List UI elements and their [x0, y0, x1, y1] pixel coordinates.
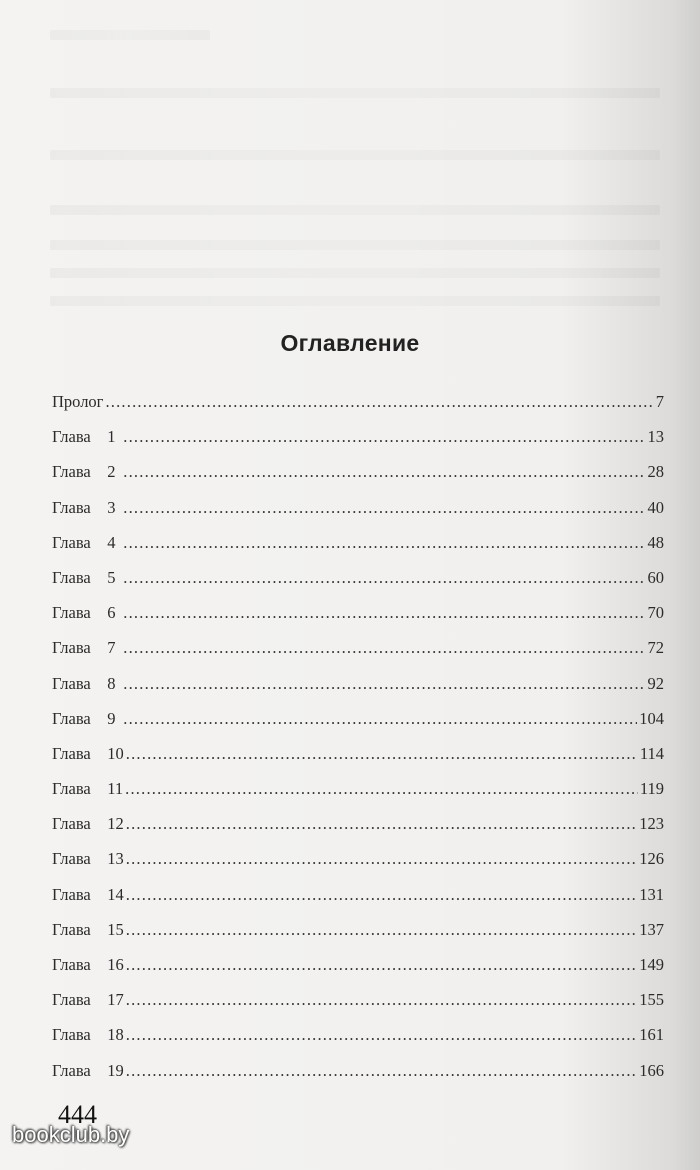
- toc-entry: [52, 1061, 664, 1096]
- toc-entry-label: [52, 498, 121, 518]
- page-number: 444: [58, 1100, 97, 1129]
- toc-entry-label: [52, 427, 121, 447]
- toc-entry-label: [52, 568, 121, 588]
- toc-entry-number: 8: [107, 673, 116, 693]
- toc-leader-dots: [123, 533, 645, 553]
- toc-entry-number: 10: [107, 743, 124, 763]
- toc-entry: [52, 849, 664, 884]
- toc-entry: [52, 603, 664, 638]
- toc-entry-page: 28: [647, 462, 664, 482]
- toc-entry: [52, 1025, 664, 1060]
- toc-entry-word: Глава: [52, 603, 91, 623]
- toc-entry-number: 16: [107, 955, 124, 974]
- toc-entry-page: 114: [639, 743, 664, 763]
- show-through-line: [50, 150, 660, 160]
- toc-leader-dots: [126, 849, 637, 869]
- toc-entry-label: [52, 533, 121, 553]
- toc-entry-number: 11: [107, 779, 124, 799]
- toc-leader-dots: [123, 674, 645, 694]
- show-through-line: [50, 268, 660, 278]
- toc-entry-number: 14: [107, 884, 124, 904]
- toc-entry: [52, 990, 664, 1025]
- toc-entry: [52, 568, 664, 603]
- toc-entry-number: 2: [107, 462, 116, 482]
- toc-entry-word: Глава: [52, 497, 91, 517]
- toc-entry-page: 60: [647, 567, 664, 587]
- toc-entry-page: 137: [639, 919, 664, 939]
- toc-leader-dots: [105, 392, 653, 412]
- toc-entry-number: 13: [107, 849, 124, 869]
- toc-entry-word: Глава: [52, 779, 91, 799]
- toc-entry-word: Глава: [52, 673, 91, 693]
- toc-entry-page: 149: [639, 955, 664, 974]
- toc-entry-word: Глава: [52, 638, 91, 658]
- show-through-line: [50, 88, 660, 98]
- toc-leader-dots: [123, 427, 645, 447]
- toc-leader-dots: [125, 779, 638, 799]
- toc-entry: [52, 638, 664, 673]
- toc-entry-label: [52, 1061, 124, 1081]
- toc-entry: [52, 955, 664, 990]
- toc-entry-word: Глава: [52, 532, 91, 552]
- toc-entry: [52, 533, 664, 568]
- toc-entry-word: Глава: [52, 1060, 91, 1080]
- toc-leader-dots: [126, 814, 637, 834]
- toc-entry-page: 40: [647, 497, 664, 517]
- toc-entry-number: 3: [107, 497, 116, 517]
- toc-entry-word: Глава: [52, 743, 91, 763]
- toc-entry-label: [52, 392, 103, 412]
- toc-entry-number: 1: [107, 427, 116, 447]
- toc-entry: [52, 427, 664, 462]
- toc-entry-word: Глава: [52, 884, 91, 904]
- toc-entry-number: 7: [107, 638, 116, 658]
- toc-entry-label: [52, 674, 121, 694]
- toc-title: Оглавление: [280, 330, 420, 356]
- toc-entry-word: Глава: [52, 814, 91, 834]
- toc-entry: [52, 709, 664, 744]
- toc-entry-page: 7: [655, 392, 664, 411]
- toc-entry: [52, 814, 664, 849]
- toc-entry: [52, 885, 664, 920]
- toc-entry-number: 15: [107, 919, 124, 939]
- toc-entry-label: [52, 709, 121, 729]
- toc-entry-word: Глава: [52, 1025, 91, 1045]
- toc-leader-dots: [126, 955, 637, 975]
- toc-entry-number: 12: [107, 814, 124, 834]
- toc-entry: [52, 462, 664, 497]
- toc-entry-page: 70: [647, 603, 664, 623]
- toc-entry-number: 18: [107, 1025, 124, 1045]
- toc-entry-page: 92: [647, 673, 664, 693]
- toc-entry-word: Глава: [52, 919, 91, 939]
- toc-entry-page: 161: [639, 1025, 664, 1045]
- toc-entry: [52, 498, 664, 533]
- toc-entry: [52, 920, 664, 955]
- toc-entry-page: 155: [639, 990, 664, 1010]
- show-through-line: [50, 205, 660, 215]
- toc-leader-dots: [123, 709, 637, 729]
- toc-entry-number: 6: [107, 603, 116, 623]
- toc-entry-word: Глава: [52, 990, 91, 1010]
- toc-entry-label: [52, 603, 121, 623]
- toc-entry-page: 126: [639, 849, 664, 869]
- toc-entry: [52, 392, 664, 427]
- toc-leader-dots: [126, 990, 637, 1010]
- toc-entry-word: Глава: [52, 708, 91, 728]
- watermark-logo: bookclub.by: [12, 1122, 130, 1147]
- toc-leader-dots: [126, 920, 637, 940]
- toc-entry-label: [52, 885, 124, 905]
- toc-leader-dots: [123, 462, 645, 482]
- toc-entry: [52, 674, 664, 709]
- toc-leader-dots: [123, 638, 645, 658]
- toc-entry-label: [52, 955, 124, 975]
- toc-leader-dots: [123, 568, 645, 588]
- toc-entry-word: Глава: [52, 955, 91, 974]
- toc-entry-number: 19: [107, 1060, 124, 1080]
- toc-entry-page: 72: [647, 638, 664, 658]
- toc-entry-page: 104: [639, 708, 664, 728]
- toc-entry-label: [52, 462, 121, 482]
- toc-entry-label: [52, 990, 124, 1010]
- toc-leader-dots: [126, 744, 638, 764]
- toc-entry-page: 13: [647, 427, 664, 447]
- table-of-contents: [52, 392, 664, 1096]
- toc-entry-page: 166: [639, 1060, 664, 1080]
- toc-entry-number: 9: [107, 708, 116, 728]
- toc-entry-label: [52, 920, 124, 940]
- toc-entry-page: 131: [639, 884, 664, 904]
- toc-entry-number: 17: [107, 990, 124, 1010]
- toc-entry-word: Глава: [52, 567, 91, 587]
- toc-entry-word: Пролог: [52, 392, 104, 411]
- show-through-line: [50, 30, 210, 40]
- toc-leader-dots: [126, 885, 637, 905]
- toc-leader-dots: [123, 498, 645, 518]
- show-through-line: [50, 296, 660, 306]
- toc-entry-label: [52, 638, 121, 658]
- toc-entry: [52, 779, 664, 814]
- toc-leader-dots: [126, 1025, 637, 1045]
- toc-entry-number: 4: [107, 532, 116, 552]
- toc-entry: [52, 744, 664, 779]
- toc-leader-dots: [126, 1061, 637, 1081]
- toc-entry-label: [52, 779, 123, 799]
- toc-entry-label: [52, 814, 124, 834]
- toc-entry-number: 5: [107, 567, 116, 587]
- toc-entry-word: Глава: [52, 462, 91, 482]
- toc-leader-dots: [123, 603, 645, 623]
- toc-entry-page: 123: [639, 814, 664, 834]
- toc-entry-label: [52, 849, 124, 869]
- toc-entry-label: [52, 744, 124, 764]
- toc-entry-label: [52, 1025, 124, 1045]
- toc-entry-word: Глава: [52, 849, 91, 869]
- toc-entry-page: 119: [639, 779, 664, 799]
- toc-entry-page: 48: [647, 532, 664, 552]
- toc-entry-word: Глава: [52, 427, 91, 447]
- show-through-line: [50, 240, 660, 250]
